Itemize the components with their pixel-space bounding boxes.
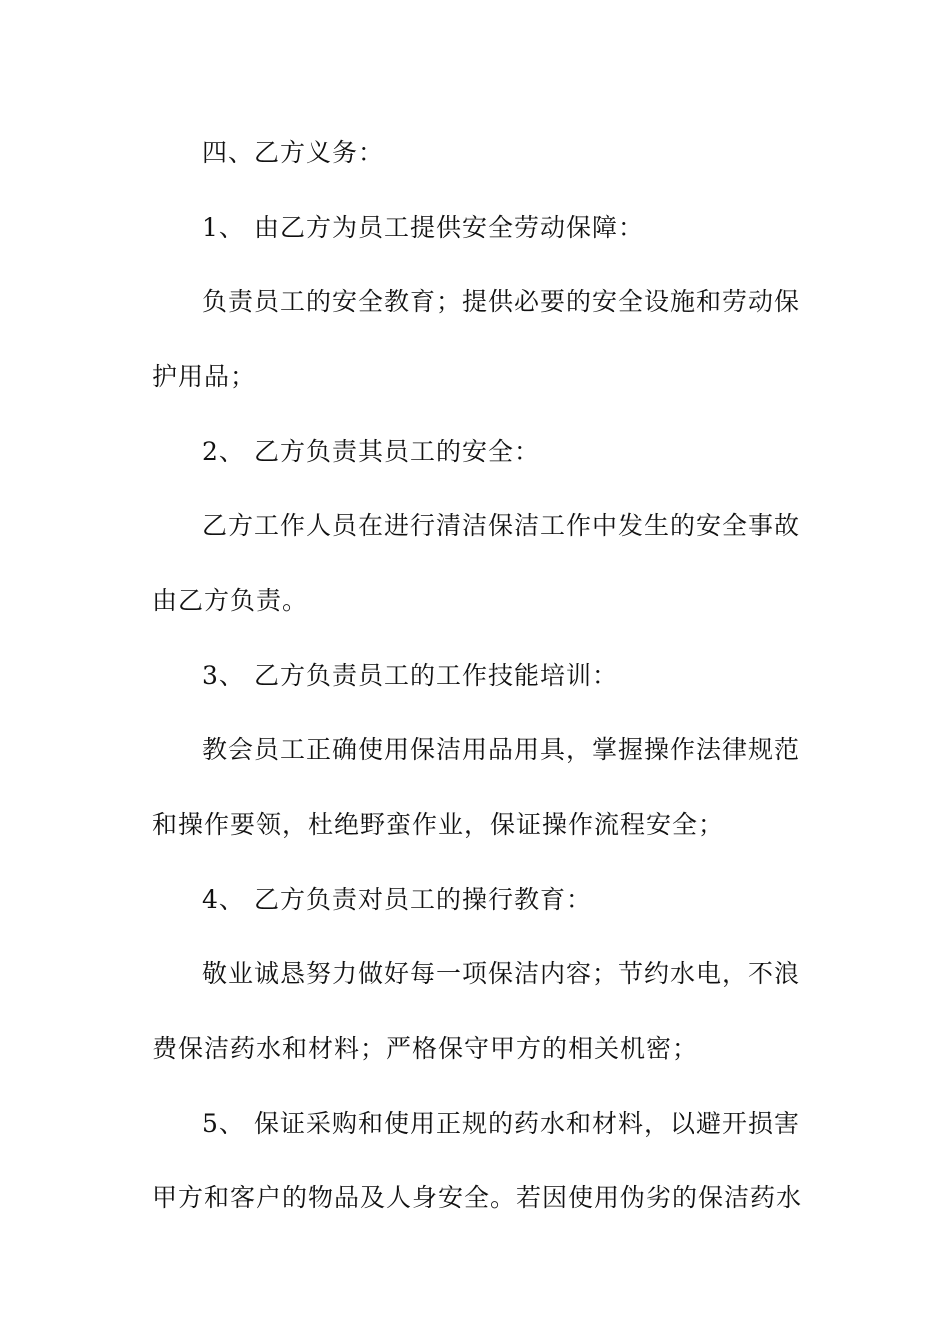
paragraph-line: 敬业诚恳努力做好每一项保洁内容；节约水电，不浪: [202, 959, 801, 988]
section-heading: 四、乙方义务：: [202, 138, 385, 167]
item-number: 4、: [202, 885, 245, 914]
list-item: [202, 1108, 852, 1140]
paragraph-line: 由乙方负责。: [152, 586, 309, 615]
paragraph-line: 护用品；: [152, 362, 257, 391]
item-title: 保证采购和使用正规的药水和材料，以避开损害: [254, 1109, 801, 1138]
paragraph-line: 教会员工正确使用保洁用品用具，掌握操作法律规范: [202, 735, 801, 764]
item-title: 乙方负责员工的工作技能培训：: [254, 661, 619, 690]
item-title: 乙方负责对员工的操行教育：: [254, 885, 593, 914]
item-title: 乙方负责其员工的安全：: [254, 437, 541, 466]
item-number: 5、: [202, 1109, 245, 1138]
paragraph-line: 乙方工作人员在进行清洁保洁工作中发生的安全事故: [202, 511, 801, 540]
paragraph-line: 和操作要领，杜绝野蛮作业，保证操作流程安全；: [152, 810, 725, 839]
paragraph-line: 甲方和客户的物品及人身安全。若因使用伪劣的保洁药水: [152, 1183, 803, 1212]
list-item: [202, 212, 852, 244]
item-number: 3、: [202, 661, 245, 690]
paragraph-line: 费保洁药水和材料；严格保守甲方的相关机密；: [152, 1034, 699, 1063]
list-item: [202, 660, 852, 692]
list-item: [202, 884, 852, 916]
item-number: 2、: [202, 437, 245, 466]
list-item: [202, 436, 852, 468]
item-title: 由乙方为员工提供安全劳动保障：: [254, 213, 645, 242]
paragraph-line: 负责员工的安全教育；提供必要的安全设施和劳动保: [202, 287, 801, 316]
item-number: 1、: [202, 213, 245, 242]
